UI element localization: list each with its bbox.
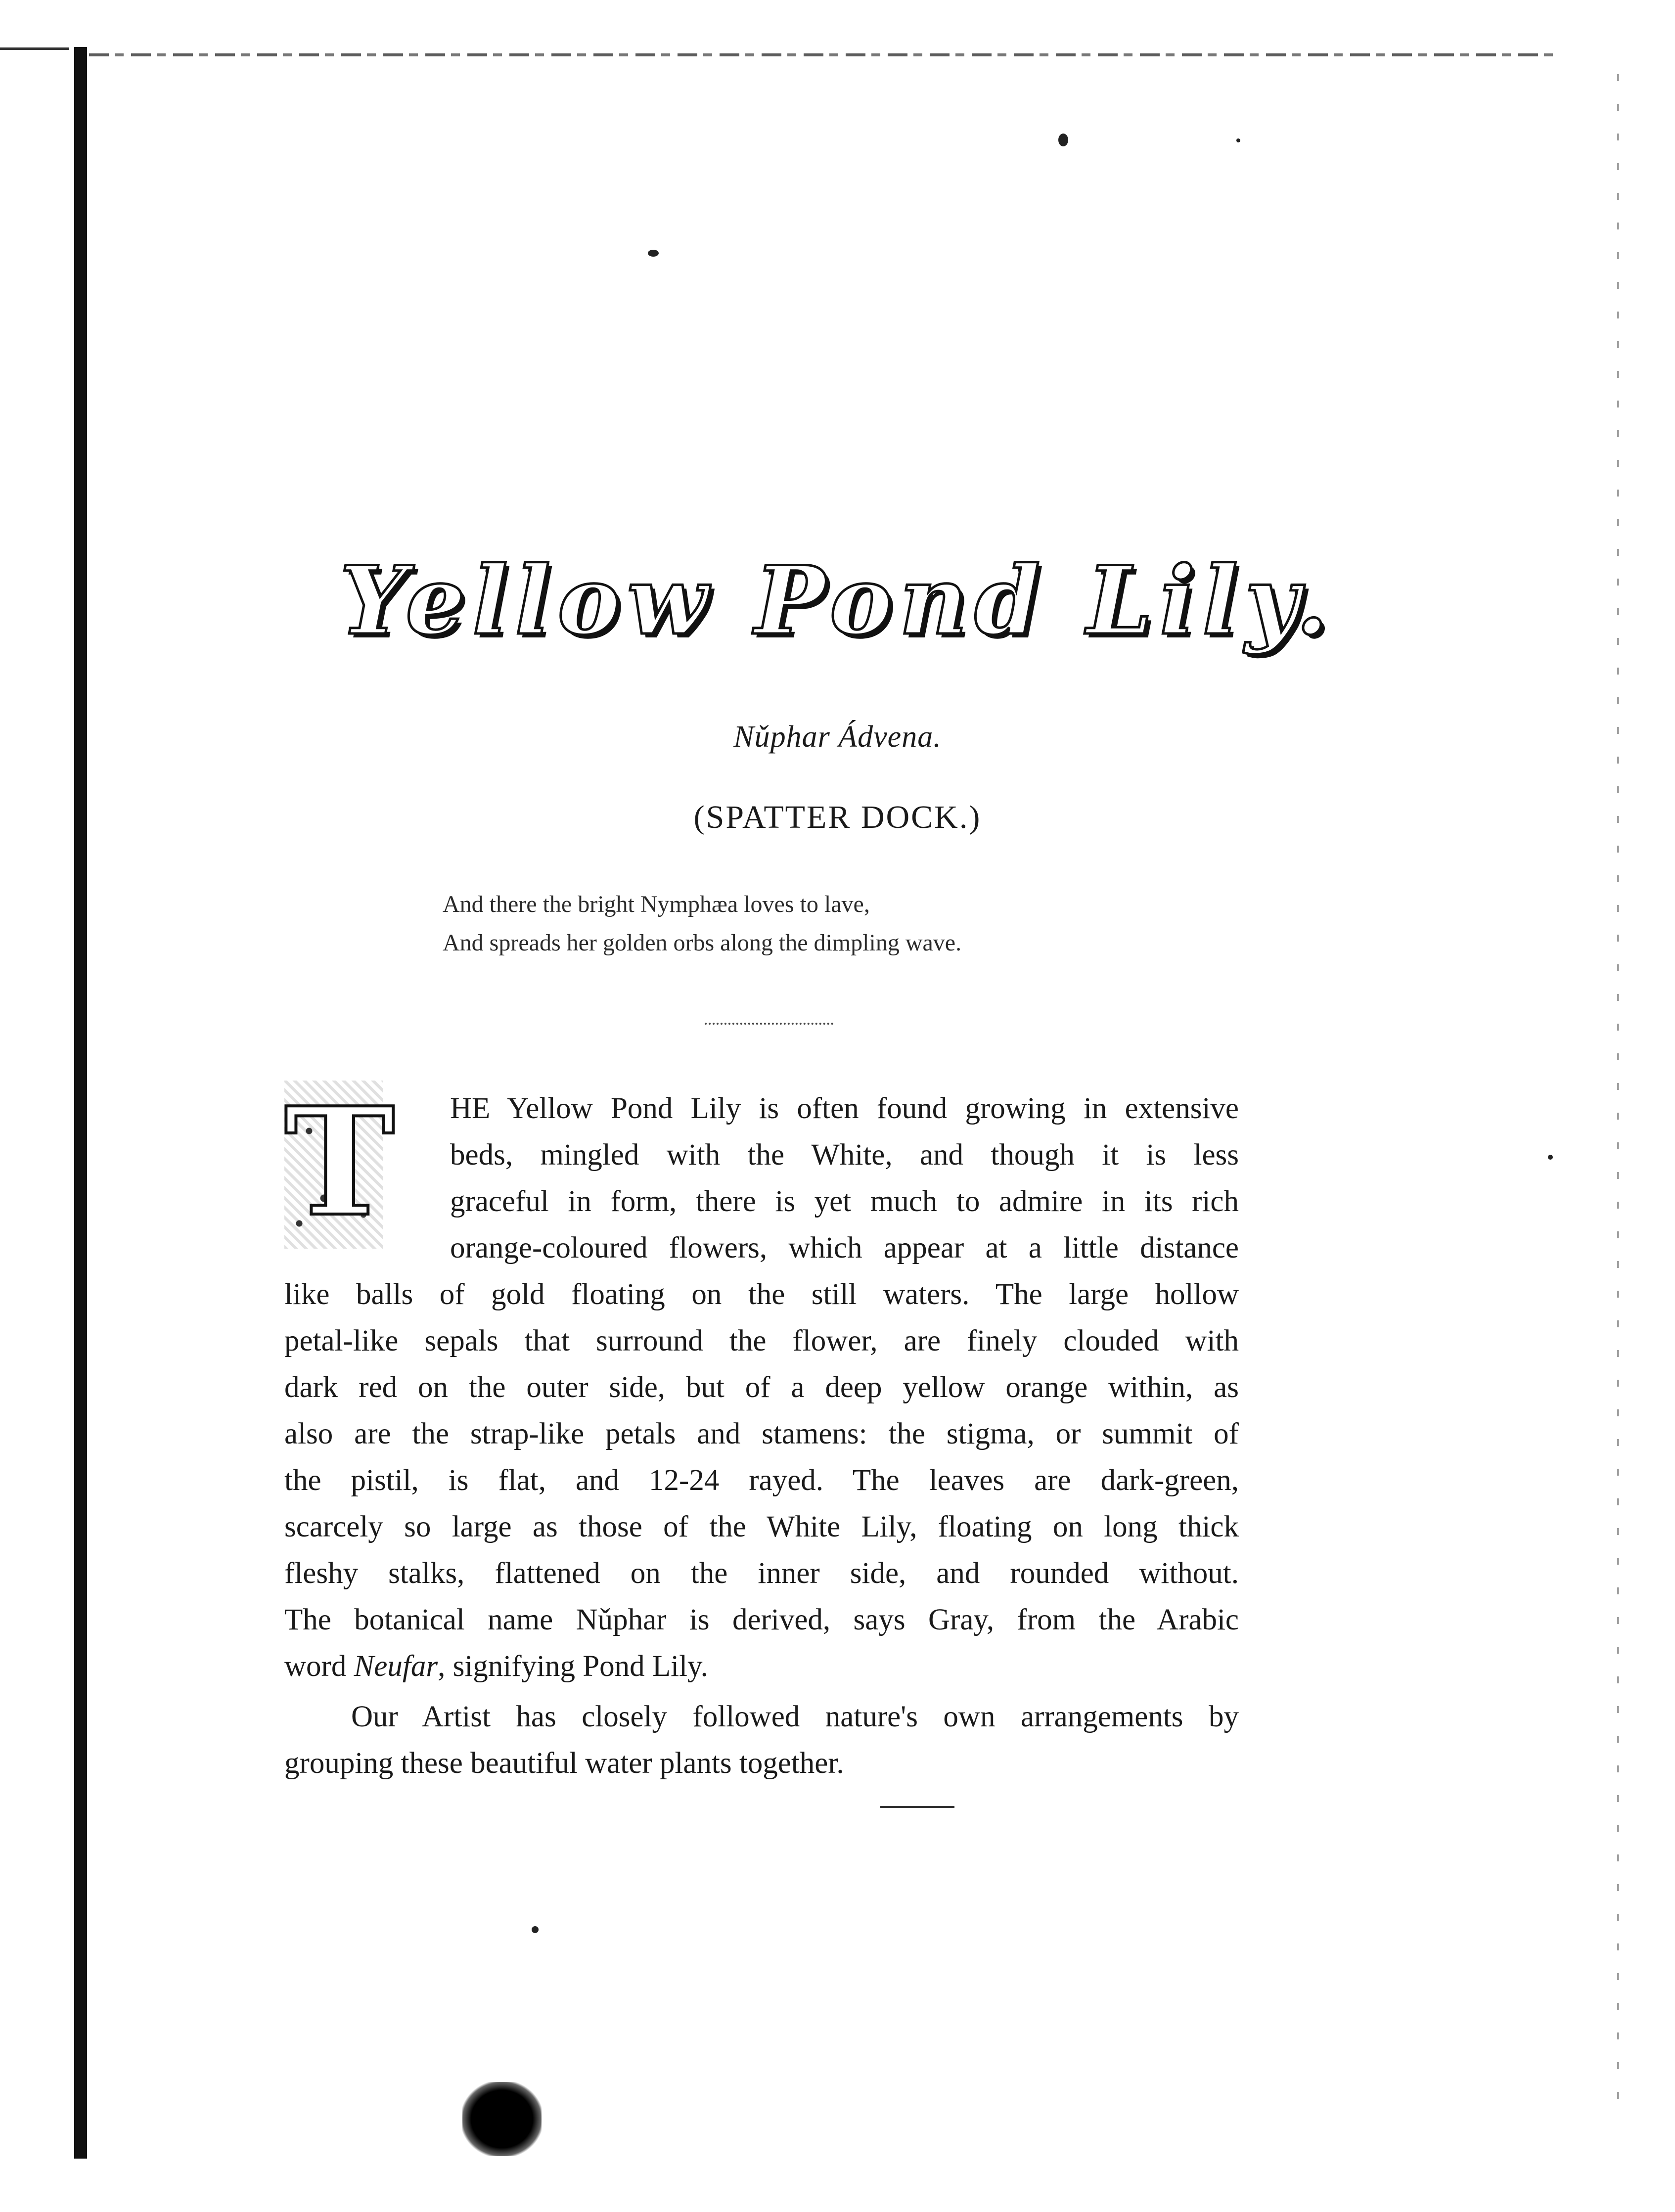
text-line: The botanical name Nǔphar is derived, says Gray, from the Arabic xyxy=(284,1603,1239,1636)
text-line: the pistil, is flat, and 12-24 rayed. The leaves are dark-green, xyxy=(284,1464,1239,1497)
scan-right-edge xyxy=(1617,74,1619,2102)
scan-speck xyxy=(532,1926,539,1933)
scan-speck xyxy=(1548,1155,1553,1160)
text-line: graceful in form, there is yet much to admire in its rich xyxy=(450,1185,1239,1218)
text-line: Our Artist has closely followed nature's own arrangements by xyxy=(351,1700,1239,1733)
closing-rule xyxy=(880,1806,954,1808)
body-paragraph xyxy=(284,1085,1239,1690)
text-line: HE Yellow Pond Lily is often found growing in extensive xyxy=(450,1092,1239,1125)
body-paragraph xyxy=(284,1694,1239,1787)
botanical-name: Nǔphar Ádvena. xyxy=(733,720,942,754)
text-line: grouping these beautiful water plants together. xyxy=(284,1747,844,1780)
text-line: beds, mingled with the White, and though it is less xyxy=(450,1138,1239,1172)
epigraph-verse xyxy=(443,885,1184,962)
text-line xyxy=(284,1643,1239,1690)
text-line: dark red on the outer side, but of a deep yellow orange within, as xyxy=(284,1371,1239,1404)
drop-cap-initial: T xyxy=(284,1075,395,1249)
verse-line: And spreads her golden orbs along the dimpling wave. xyxy=(443,930,962,956)
text-fragment: , signifying Pond Lily. xyxy=(438,1650,708,1683)
text-line: orange-coloured flowers, which appear at a little distance xyxy=(450,1231,1239,1264)
text-line: scarcely so large as those of the White Lily, floating on long thick xyxy=(284,1510,1239,1543)
drop-cap-wrapped-lines xyxy=(284,1085,1239,1271)
italic-term: Neufar xyxy=(354,1650,438,1683)
text-line: like balls of gold floating on the still waters. The large hollow xyxy=(284,1278,1239,1311)
scan-edge-mark xyxy=(0,47,69,50)
scan-top-edge xyxy=(89,53,1558,56)
verse-line: And there the bright Nymphæa loves to lave, xyxy=(443,891,870,917)
ink-blot xyxy=(462,2082,542,2156)
text-line: also are the strap-like petals and stamens: the stigma, or summit of xyxy=(284,1417,1239,1450)
common-name: (SPATTER DOCK.) xyxy=(693,799,982,835)
text-line: fleshy stalks, flattened on the inner side, and rounded without. xyxy=(284,1557,1239,1590)
scan-speck xyxy=(1058,134,1068,146)
ornamental-divider xyxy=(705,1019,833,1025)
scan-speck xyxy=(648,250,659,257)
scan-binding-edge xyxy=(74,47,87,2159)
scan-speck xyxy=(1236,138,1240,142)
text-line: petal-like sepals that surround the flower, are finely clouded with xyxy=(284,1324,1239,1357)
text-fragment: word xyxy=(284,1650,354,1683)
page-title: Yellow Pond Lily. xyxy=(339,545,1336,656)
